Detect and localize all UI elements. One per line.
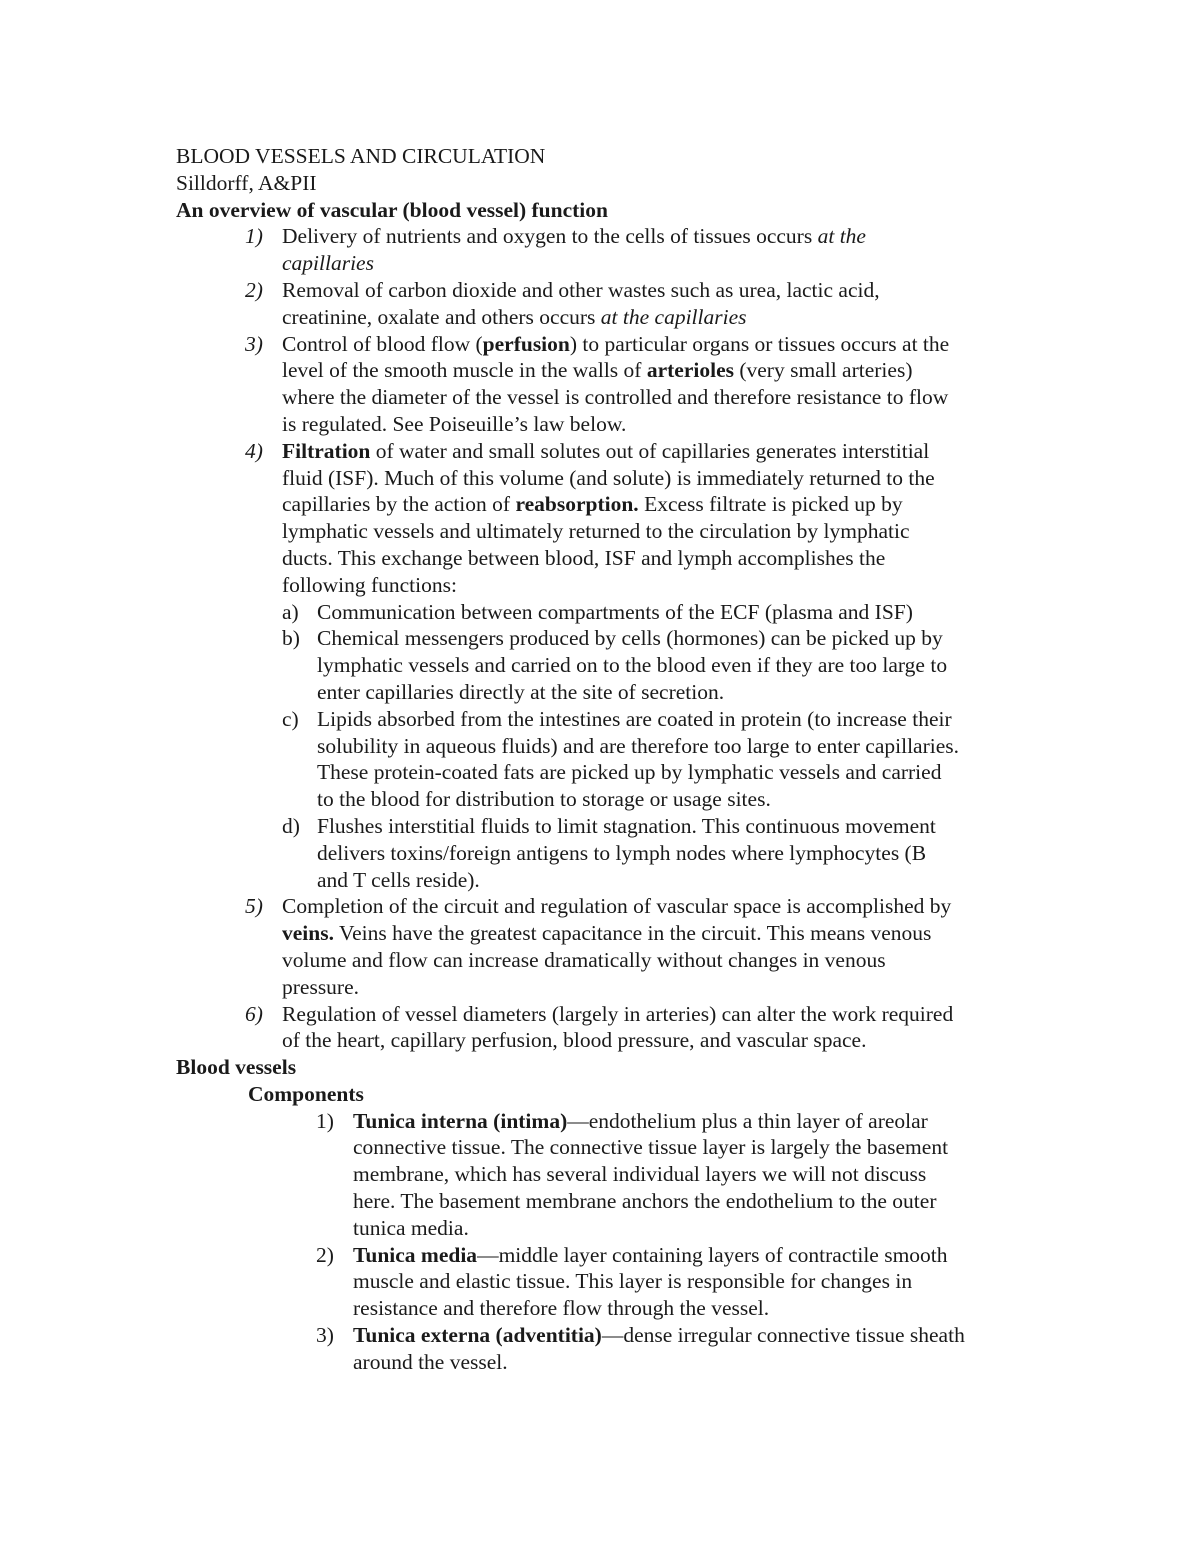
overview-list-item (245, 1001, 1036, 1055)
text-run: and T cells reside). (317, 867, 480, 892)
text-run: creatinine, oxalate and others occurs (282, 304, 601, 329)
text-line (282, 357, 1036, 384)
overview-heading: An overview of vascular (blood vessel) function (176, 197, 608, 222)
list-number: 1) (316, 1108, 334, 1133)
text-run: ducts. This exchange between blood, ISF and lymph accomplishes the (282, 545, 886, 570)
text-line (282, 1027, 1036, 1054)
text-run: These protein-coated fats are picked up by lymphatic vessels and carried (317, 760, 942, 785)
text-run: Flushes interstitial fluids to limit stagnation. This continuous movement (317, 813, 936, 838)
list-number: 5) (245, 894, 263, 919)
sub-list (282, 599, 1036, 894)
italic-text: at the capillaries (600, 304, 747, 329)
components-heading: Components (248, 1081, 364, 1106)
italic-text: capillaries (282, 251, 374, 276)
text-line (353, 1242, 1036, 1269)
text-line (282, 572, 1036, 599)
bold-term: Filtration (282, 438, 371, 463)
text-line (317, 840, 1036, 867)
text-line (353, 1188, 1036, 1215)
text-line (282, 465, 1036, 492)
list-number: 2) (245, 277, 263, 302)
text-line (282, 384, 1036, 411)
text-line (317, 599, 1036, 626)
text-line (353, 1268, 1036, 1295)
list-number: 3) (245, 331, 263, 356)
text-run: Regulation of vessel diameters (largely in arteries) can alter the work required (282, 1001, 954, 1026)
text-run: Delivery of nutrients and oxygen to the cells of tissues occurs (282, 224, 818, 249)
document-title: BLOOD VESSELS AND CIRCULATION (176, 144, 546, 168)
component-list-item (316, 1322, 1036, 1376)
sub-list-item (282, 625, 1036, 705)
italic-text: at the (817, 224, 866, 249)
list-number: 6) (245, 1001, 263, 1026)
text-line (282, 1001, 1036, 1028)
blood-vessels-heading: Blood vessels (176, 1055, 297, 1080)
text-line (282, 250, 1036, 277)
text-line (353, 1295, 1036, 1322)
text-run: muscle and elastic tissue. This layer is responsible for changes in (353, 1269, 913, 1294)
text-run: volume and flow can increase dramatically without changes in venous (282, 947, 886, 972)
text-run: here. The basement membrane anchors the endothelium to the outer (353, 1189, 937, 1214)
text-run: ) to particular organs or tissues occurs at the (569, 331, 950, 356)
text-line (353, 1322, 1036, 1349)
text-run: around the vessel. (353, 1349, 508, 1374)
text-line (353, 1161, 1036, 1188)
list-number: 4) (245, 438, 263, 463)
list-number: 1) (245, 224, 263, 249)
list-number: c) (282, 706, 299, 731)
text-run: Removal of carbon dioxide and other wastes such as urea, lactic acid, (282, 277, 880, 302)
text-run: membrane, which has several individual layers we will not discuss (353, 1162, 927, 1187)
list-number: 3) (316, 1323, 334, 1348)
document-author: Silldorff, A&PII (176, 170, 317, 195)
text-run: Veins have the greatest capacitance in the circuit. This means venous (333, 921, 932, 946)
bold-term: perfusion (482, 331, 570, 356)
text-line (282, 518, 1036, 545)
bold-term: Tunica externa (adventitia) (353, 1323, 602, 1348)
text-line (317, 813, 1036, 840)
text-run: delivers toxins/foreign antigens to lymph nodes where lymphocytes (B (317, 840, 927, 865)
text-line (353, 1134, 1036, 1161)
text-line (353, 1215, 1036, 1242)
text-line (282, 545, 1036, 572)
text-run: pressure. (282, 974, 360, 999)
text-run: Chemical messengers produced by cells (hormones) can be picked up by (317, 626, 943, 651)
text-run: following functions: (282, 572, 457, 597)
text-line (317, 652, 1036, 679)
text-run: fluid (ISF). Much of this volume (and solute) is immediately returned to the (282, 465, 935, 490)
text-line (353, 1108, 1036, 1135)
overview-list-item (245, 223, 1036, 277)
text-run: —endothelium plus a thin layer of areolar (567, 1108, 928, 1133)
text-line (353, 1349, 1036, 1376)
list-number: b) (282, 626, 300, 651)
component-list-item (316, 1108, 1036, 1242)
overview-list-item (245, 277, 1036, 331)
bold-term: Tunica media (353, 1242, 478, 1267)
sub-list-item (282, 706, 1036, 813)
text-run: of the heart, capillary perfusion, blood pressure, and vascular space. (282, 1028, 867, 1053)
text-line (317, 759, 1036, 786)
text-run: is regulated. See Poiseuille’s law below. (282, 411, 627, 436)
text-run: Lipids absorbed from the intestines are coated in protein (to increase their (317, 706, 952, 731)
list-number: d) (282, 813, 300, 838)
text-run: enter capillaries directly at the site of secretion. (317, 679, 725, 704)
text-run: where the diameter of the vessel is controlled and therefore resistance to flow (282, 385, 949, 410)
text-run: to the blood for distribution to storage or usage sites. (317, 787, 771, 812)
list-number: 2) (316, 1242, 334, 1267)
text-run: (very small arteries) (733, 358, 913, 383)
text-line (317, 733, 1036, 760)
text-line (282, 331, 1036, 358)
text-line (317, 625, 1036, 652)
text-run: of water and small solutes out of capillaries generates interstitial (370, 438, 930, 463)
text-line (282, 920, 1036, 947)
text-run: tunica media. (353, 1215, 469, 1240)
text-run: Excess filtrate is picked up by (638, 492, 903, 517)
text-run: —dense irregular connective tissue sheath (601, 1323, 965, 1348)
text-line (282, 893, 1036, 920)
text-line (282, 974, 1036, 1001)
text-run: solubility in aqueous fluids) and are therefore too large to enter capillaries. (317, 733, 959, 758)
text-line (282, 411, 1036, 438)
text-run: resistance and therefore flow through the vessel. (353, 1296, 770, 1321)
text-run: lymphatic vessels and carried on to the blood even if they are too large to (317, 653, 948, 678)
text-line (282, 947, 1036, 974)
text-run: lymphatic vessels and ultimately returned to the circulation by lymphatic (282, 519, 910, 544)
bold-term: reabsorption. (515, 492, 639, 517)
text-line (282, 304, 1036, 331)
overview-list-item (245, 438, 1036, 894)
components-list (316, 1108, 1036, 1376)
text-run: capillaries by the action of (282, 492, 516, 517)
text-run: connective tissue. The connective tissue layer is largely the basement (353, 1135, 949, 1160)
sub-list-item (282, 599, 1036, 626)
text-line (317, 786, 1036, 813)
text-run: Control of blood flow ( (282, 331, 483, 356)
text-run: —middle layer containing layers of contractile smooth (477, 1242, 948, 1267)
overview-list-item (245, 331, 1036, 438)
list-number: a) (282, 599, 299, 624)
text-line (282, 223, 1036, 250)
sub-list-item (282, 813, 1036, 893)
overview-list (245, 223, 1036, 1054)
overview-list-item (245, 893, 1036, 1000)
bold-term: arterioles (646, 358, 734, 383)
text-line (282, 277, 1036, 304)
text-line (317, 679, 1036, 706)
document-page (176, 143, 1036, 1376)
component-list-item (316, 1242, 1036, 1322)
text-run: Completion of the circuit and regulation of vascular space is accomplished by (282, 894, 952, 919)
text-line (317, 706, 1036, 733)
bold-term: Tunica interna (intima) (353, 1108, 568, 1133)
text-line (282, 491, 1036, 518)
text-line (317, 867, 1036, 894)
text-line (282, 438, 1036, 465)
text-run: level of the smooth muscle in the walls of (282, 358, 647, 383)
text-run: Communication between compartments of the ECF (plasma and ISF) (317, 599, 913, 624)
bold-term: veins. (282, 921, 334, 946)
